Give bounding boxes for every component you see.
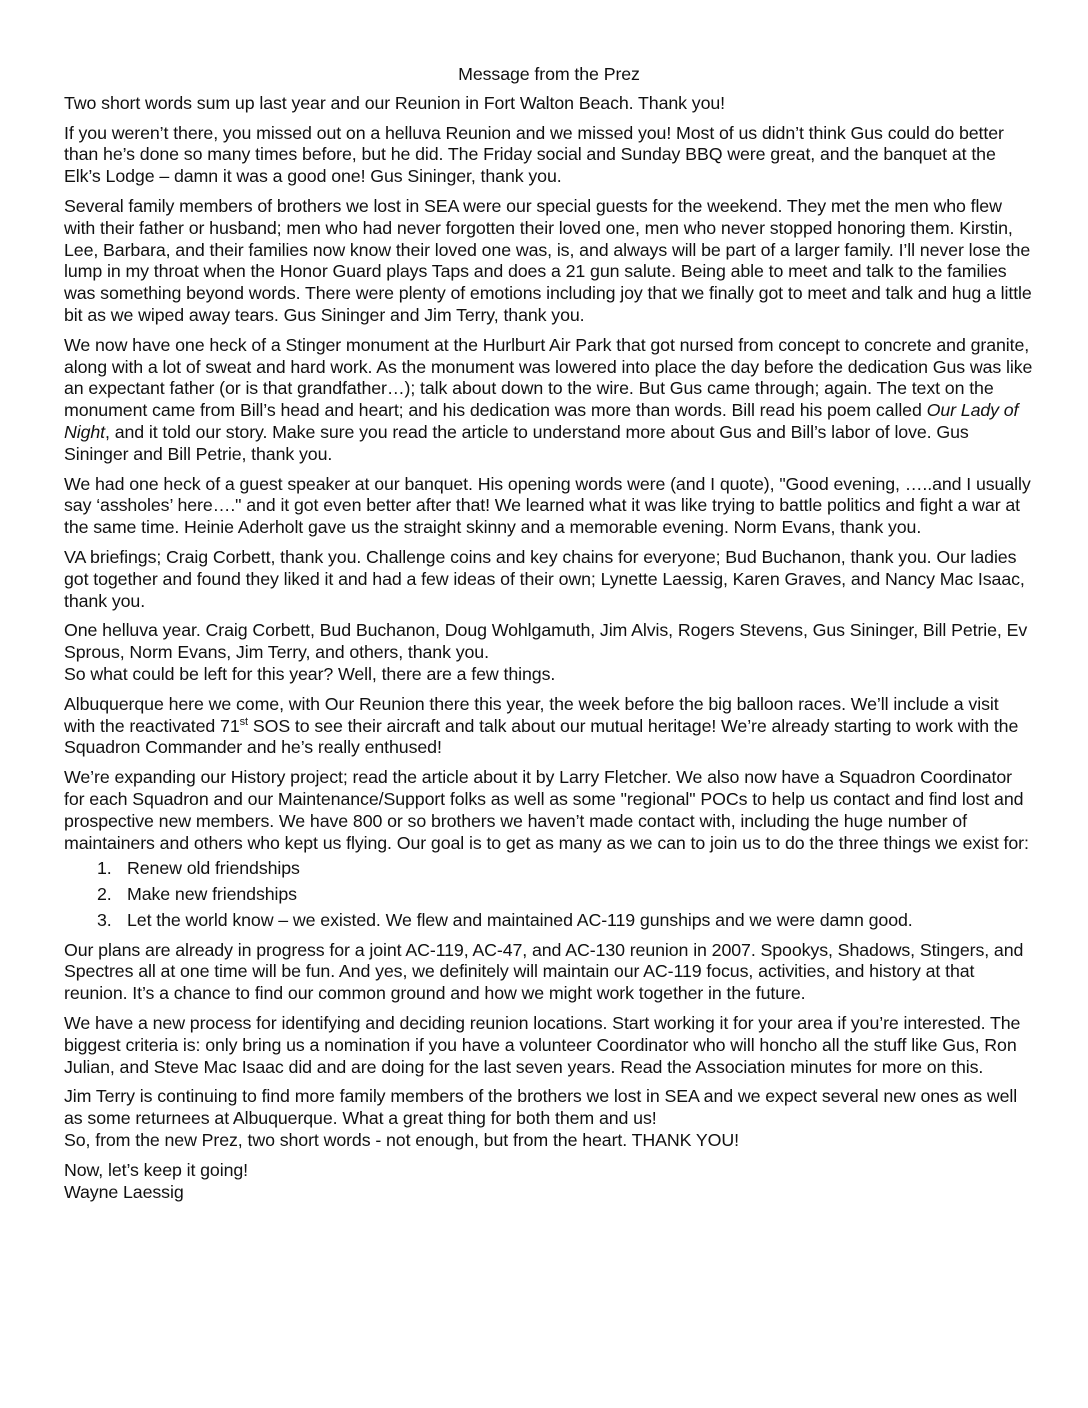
list-number: 1.: [97, 858, 112, 879]
letter-page: [64, 64, 1034, 1203]
poem-title: Our Lady of Night: [64, 400, 1019, 442]
list-number: 3.: [97, 909, 112, 930]
albuquerque-text-before: Albuquerque here we come, with Our Reunion there this year, the week before the big balloon races. We’ll include a visit with the reactivated 71: [64, 693, 999, 736]
paragraph-final-thanks: So, from the new Prez, two short words - not enough, but from the heart. THANK YOU!: [64, 1130, 739, 1151]
list-item-text: Renew old friendships: [127, 858, 300, 879]
list-number: 2.: [97, 884, 112, 905]
list-item: [64, 910, 1034, 932]
paragraph-reunion-locations: We have a new process for identifying and deciding reunion locations. Start working it for your area if you’re interested. The biggest criteria is: only bring us a nomination if you have a volunteer Coordinator who will honcho all the stuff like Gus, Ron Julian, and Steve Mac Isaac did and are doing for the last seven years. Read the Association minutes for more on this.: [64, 1013, 1021, 1077]
list-item-text: Let the world know – we existed. We flew and maintained AC-119 gunships and we were damn good.: [127, 909, 913, 930]
paragraph-history-project: We’re expanding our History project; read the article about it by Larry Fletcher. We also now have a Squadron Coordinator for each Squadron and our Maintenance/Support folks as well as some "regional" POCs to help us contact and find lost and prospective new members. We have 800 or so brothers we haven’t made contact with, including the huge number of maintainers and others who kept us flying. Our goal is to get as many as we can to join us to do the three things we exist for:: [64, 767, 1029, 853]
albuquerque-text-after: SOS to see their aircraft and talk about our mutual heritage! We’re already starting to work with the Squadron Commander and he’s really enthused!: [64, 715, 1019, 758]
paragraph-jim-terry: Jim Terry is continuing to find more family members of the brothers we lost in SEA and we expect several new ones as well as some returnees at Albuquerque. What a great thing for both them and us!: [64, 1086, 1018, 1129]
goals-list: [64, 858, 1034, 931]
list-item-text: Make new friendships: [127, 884, 297, 905]
paragraph-va-briefings: VA briefings; Craig Corbett, thank you. Challenge coins and key chains for everyone; Bud Buchanon, thank you. Our ladies got together and found they liked it and had a few ideas of their own; Lynette Laessig, Karen Graves, and Nancy Mac Isaac, thank you.: [64, 546, 1025, 611]
paragraph-family-guests: Several family members of brothers we lost in SEA were our special guests for the weekend. They met the men who flew with their father or husband; men who had never forgotten their loved one, men who never stopped honoring them. Kirstin, Lee, Barbara, and their families now know their loved one was, is, and always will be part of a larger family. I’ll never lose the lump in my throat when the Honor Guard plays Taps and does a 21 gun salute. Being able to meet and talk to the families was something beyond words. There were plenty of emotions including joy that we finally got to meet and talk and hug a little bit as we wiped away tears. Gus Sininger and Jim Terry, thank you.: [64, 195, 1032, 325]
paragraph-thank-you: Two short words sum up last year and our Reunion in Fort Walton Beach. Thank you!: [64, 92, 726, 113]
page-title: Message from the Prez: [458, 64, 640, 84]
list-item: [64, 884, 1034, 906]
ordinal-suffix: st: [239, 715, 248, 728]
paragraph-reunion-recap: If you weren’t there, you missed out on a helluva Reunion and we missed you! Most of us didn’t think Gus could do better than he’s done so many times before, but he did. The Friday social and Sunday BBQ were great, and the banquet at the Elk’s Lodge – damn it was a good one! Gus Sininger, thank you.: [64, 122, 1004, 187]
paragraph-guest-speaker: We had one heck of a guest speaker at our banquet. His opening words were (and I quote), "Good evening, …..and I usually say ‘assholes’ here…." and it got even better after that! We learned what it was like trying to battle politics and fight a war at the same time. Heinie Aderholt gave us the straight skinny and a memorable evening. Norm Evans, thank you.: [64, 473, 1031, 538]
paragraph-albuquerque: [64, 694, 1034, 759]
list-item: [64, 858, 1034, 880]
paragraph-whats-left: So what could be left for this year? Well, there are a few things.: [64, 663, 556, 684]
paragraph-stinger-monument: [64, 335, 1034, 466]
monument-text-before: We now have one heck of a Stinger monument at the Hurlburt Air Park that got nursed from concept to concrete and granite, along with a lot of sweat and hard work. As the monument was lowered into place the day before the dedication Gus was like an expectant father (or is that grandfather…); talk about down to the wire. But Gus came through; again. The text on the monument came from Bill’s head and heart; and his dedication was more than words. Bill read his poem called: [64, 334, 1033, 421]
signature: Wayne Laessig: [64, 1181, 184, 1202]
monument-text-after: , and it told our story. Make sure you read the article to understand more about Gus and Bill’s labor of love. Gus Sininger and Bill Petrie, thank you.: [64, 421, 969, 464]
closing-line: Now, let’s keep it going!: [64, 1159, 248, 1180]
paragraph-joint-reunion: Our plans are already in progress for a joint AC-119, AC-47, and AC-130 reunion in 2007. Spookys, Shadows, Stingers, and Spectres all at one time will be fun. And yes, we definitely will maintain our AC-119 focus, activities, and history at that reunion. It’s a chance to find our common ground and how we might work together in the future.: [64, 939, 1024, 1004]
paragraph-helluva-year: One helluva year. Craig Corbett, Bud Buchanon, Doug Wohlgamuth, Jim Alvis, Rogers Stevens, Gus Sininger, Bill Petrie, Ev Sprous, Norm Evans, Jim Terry, and others, thank you.: [64, 620, 1028, 663]
